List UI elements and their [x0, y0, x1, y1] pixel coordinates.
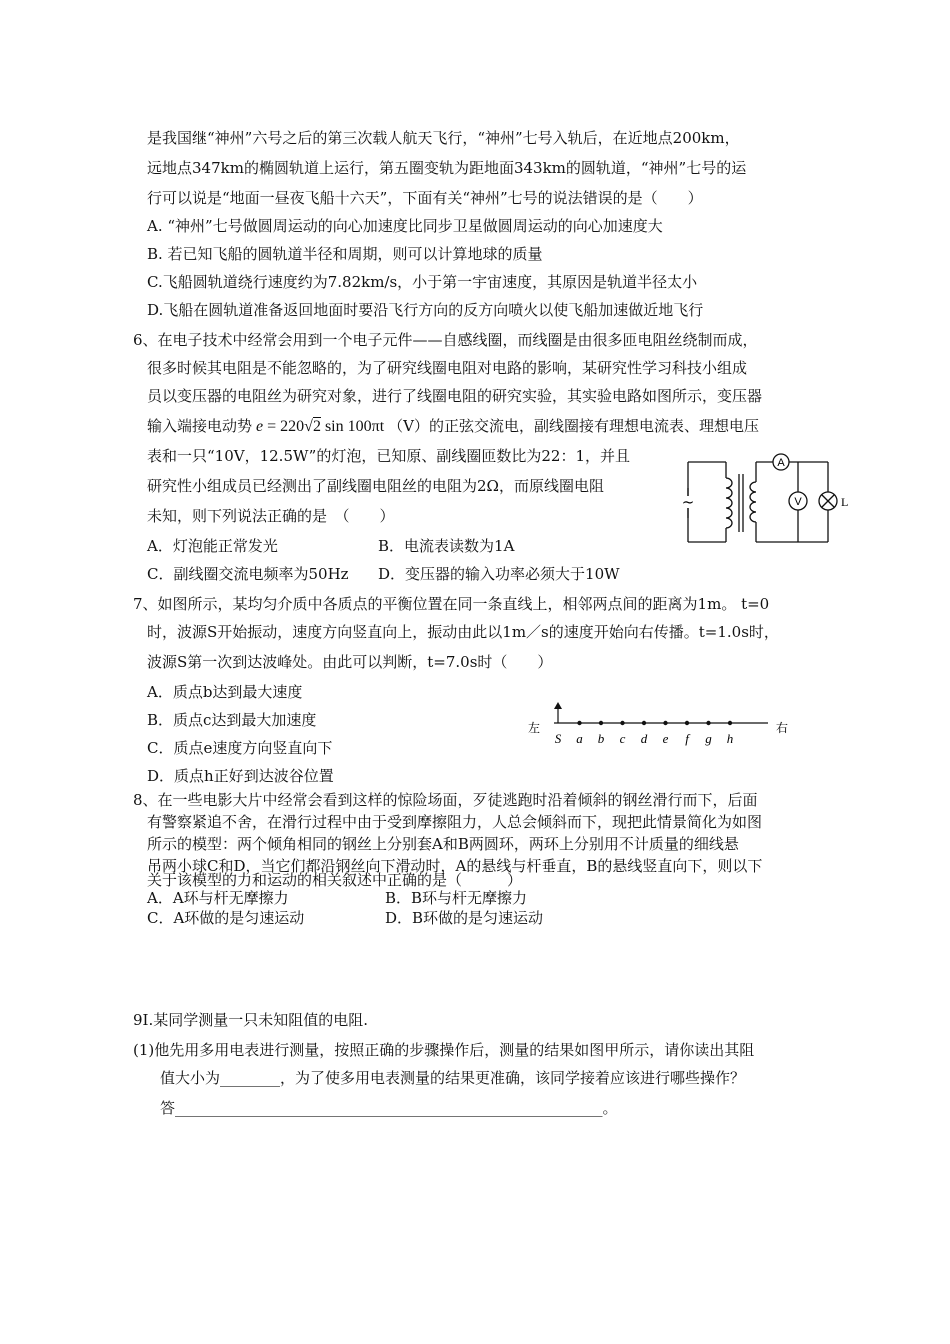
q9-line-1: (1)他先用多用电表进行测量，按照正确的步骤操作后，测量的结果如图甲所示，请你读出其阻: [133, 1041, 755, 1059]
q6-option-d: D．变压器的输入功率必须大于10W: [378, 565, 620, 583]
q6-emf-suffix: （V）的正弦交流电，副线圈接有理想电流表、理想电压: [388, 417, 759, 435]
q6-option-b: B．电流表读数为1A: [378, 537, 515, 555]
particle-dot-c: [620, 721, 624, 725]
arrow-head-icon: [554, 702, 562, 709]
q6-stem-line-4: 表和一只“10V，12.5W”的灯泡，已知原、副线圈匝数比为22：1，并且: [147, 447, 630, 465]
particle-dot-h: [728, 721, 732, 725]
q8-option-b: B．B环与杆无摩擦力: [385, 889, 528, 907]
q8-option-a: A．A环与杆无摩擦力: [147, 889, 289, 907]
source-label: ~: [681, 493, 695, 511]
transformer-circuit-figure: [676, 448, 856, 548]
q6-stem-line-2: 很多时候其电阻是不能忽略的，为了研究线圈电阻对电路的影响，某研究性学习科技小组成: [147, 359, 748, 377]
q8-stem-line-1: 8、在一些电影大片中经常会看到这样的惊险场面，歹徒逃跑时沿着倾斜的钢丝滑行而下，后面: [133, 791, 758, 809]
emf-arg: 100πt: [347, 418, 385, 435]
emf-formula: [252, 417, 388, 435]
particle-dot-g: [706, 721, 710, 725]
q6-stem-line-3: 员以变压器的电阻丝为研究对象，进行了线圈电阻的研究实验，其实验电路如图所示，变压器: [147, 387, 763, 405]
emf-root: 2: [312, 418, 321, 435]
particle-dot-a: [577, 721, 581, 725]
particle-label-f: f: [685, 731, 689, 746]
emf-var: e: [256, 418, 264, 435]
particle-label-a: a: [576, 731, 583, 746]
q7-stem-line-3: 波源S第一次到达波峰处。由此可以判断，t=7.0s时（ ）: [147, 653, 553, 671]
q9-title: 9Ⅰ.某同学测量一只未知阻值的电阻.: [133, 1011, 369, 1029]
lamp-label: L: [841, 495, 849, 509]
particle-label-e: e: [662, 731, 669, 746]
q5-option-b: B. 若已知飞船的圆轨道半径和周期，则可以计算地球的质量: [147, 245, 543, 263]
q9-answer-line: 答_________________________________________________________。: [160, 1099, 618, 1117]
q5-stem-line-2: 远地点347km的椭圆轨道上运行，第五圈变轨为距地面343km的圆轨道，“神州”七号的运: [147, 159, 747, 177]
q6-option-a: A．灯泡能正常发光: [147, 537, 278, 555]
q6-stem-line-6: 未知，则下列说法正确的是 （ ）: [147, 507, 395, 525]
q7-option-b: B．质点c达到最大加速度: [147, 711, 317, 729]
q8-stem-line-3: 所示的模型：两个倾角相同的钢丝上分别套A和B两圆环，两环上分别用不计质量的细线悬: [147, 835, 739, 853]
right-label: 右: [776, 721, 789, 735]
q8-option-c: C．A环做的是匀速运动: [147, 909, 305, 927]
particle-dot-b: [599, 721, 603, 725]
particle-dot-f: [685, 721, 689, 725]
particle-label-h: h: [726, 731, 734, 746]
q7-option-d: D．质点h正好到达波谷位置: [147, 767, 334, 785]
particle-dot-d: [642, 721, 646, 725]
q5-option-d: D.飞船在圆轨道准备返回地面时要沿飞行方向的反方向喷火以使飞船加速做近地飞行: [147, 301, 704, 319]
q5-option-c: C.飞船圆轨道绕行速度约为7.82km/s，小于第一宇宙速度，其原因是轨道半径太小: [147, 273, 698, 291]
q8-option-d: D．B环做的是匀速运动: [385, 909, 544, 927]
wave-points-figure: [520, 700, 800, 750]
q6-emf-line: [147, 416, 759, 437]
q5-option-a: A. “神州”七号做圆周运动的向心加速度比同步卫星做圆周运动的向心加速度大: [147, 217, 663, 235]
particle-label-b: b: [597, 731, 605, 746]
q7-option-a: A．质点b达到最大速度: [147, 683, 303, 701]
particle-label-c: c: [619, 731, 626, 746]
q8-stem-line-4: 吊两小球C和D，当它们都沿钢丝向下滑动时，A的悬线与杆垂直，B的悬线竖直向下，则以下: [147, 857, 763, 875]
ammeter-label: A: [777, 457, 785, 469]
particle-label-g: g: [705, 731, 712, 746]
emf-eq: = 220: [267, 418, 305, 435]
q8-stem-line-5: 关于该模型的力和运动的相关叙述中正确的是（ ）: [147, 871, 523, 889]
particle-dot-e: [663, 721, 667, 725]
particle-label-S: S: [554, 731, 562, 746]
sqrt-sign: √: [304, 418, 313, 435]
voltmeter-label: V: [794, 496, 802, 508]
left-label: 左: [528, 721, 541, 735]
q5-stem-line-3: 行可以说是“地面一昼夜飞船十六天”，下面有关“神州”七号的说法错误的是（ ）: [147, 189, 703, 207]
q6-stem-line-5: 研究性小组成员已经测出了副线圈电阻丝的电阻为2Ω，而原线圈电阻: [147, 477, 604, 495]
emf-func: sin: [324, 418, 344, 435]
q7-stem-line-2: 时，波源S开始振动，速度方向竖直向上，振动由此以1m／s的速度开始向右传播。t=1.0s时，: [147, 623, 779, 641]
q9-line-2: 值大小为________，为了使多用电表测量的结果更准确，该同学接着应该进行哪些操作？: [160, 1069, 746, 1087]
q7-stem-line-1: 7、如图所示，某均匀介质中各质点的平衡位置在同一条直线上，相邻两点间的距离为1m。 t=0: [133, 595, 770, 613]
q6-option-c: C．副线圈交流电频率为50Hz: [147, 565, 349, 583]
particle-label-d: d: [640, 731, 648, 746]
q7-option-c: C．质点e速度方向竖直向下: [147, 739, 333, 757]
q8-stem-line-2: 有警察紧追不舍，在滑行过程中由于受到摩擦阻力，人总会倾斜而下，现把此情景简化为如图: [147, 813, 763, 831]
q5-stem-line-1: 是我国继“神州”六号之后的第三次载人航天飞行，“神州”七号入轨后，在近地点200km，: [147, 129, 740, 147]
q6-emf-prefix: 输入端接电动势: [147, 417, 253, 435]
q6-stem-line-1: 6、在电子技术中经常会用到一个电子元件——自感线圈，而线圈是由很多匝电阻丝绕制而成，: [133, 331, 758, 349]
